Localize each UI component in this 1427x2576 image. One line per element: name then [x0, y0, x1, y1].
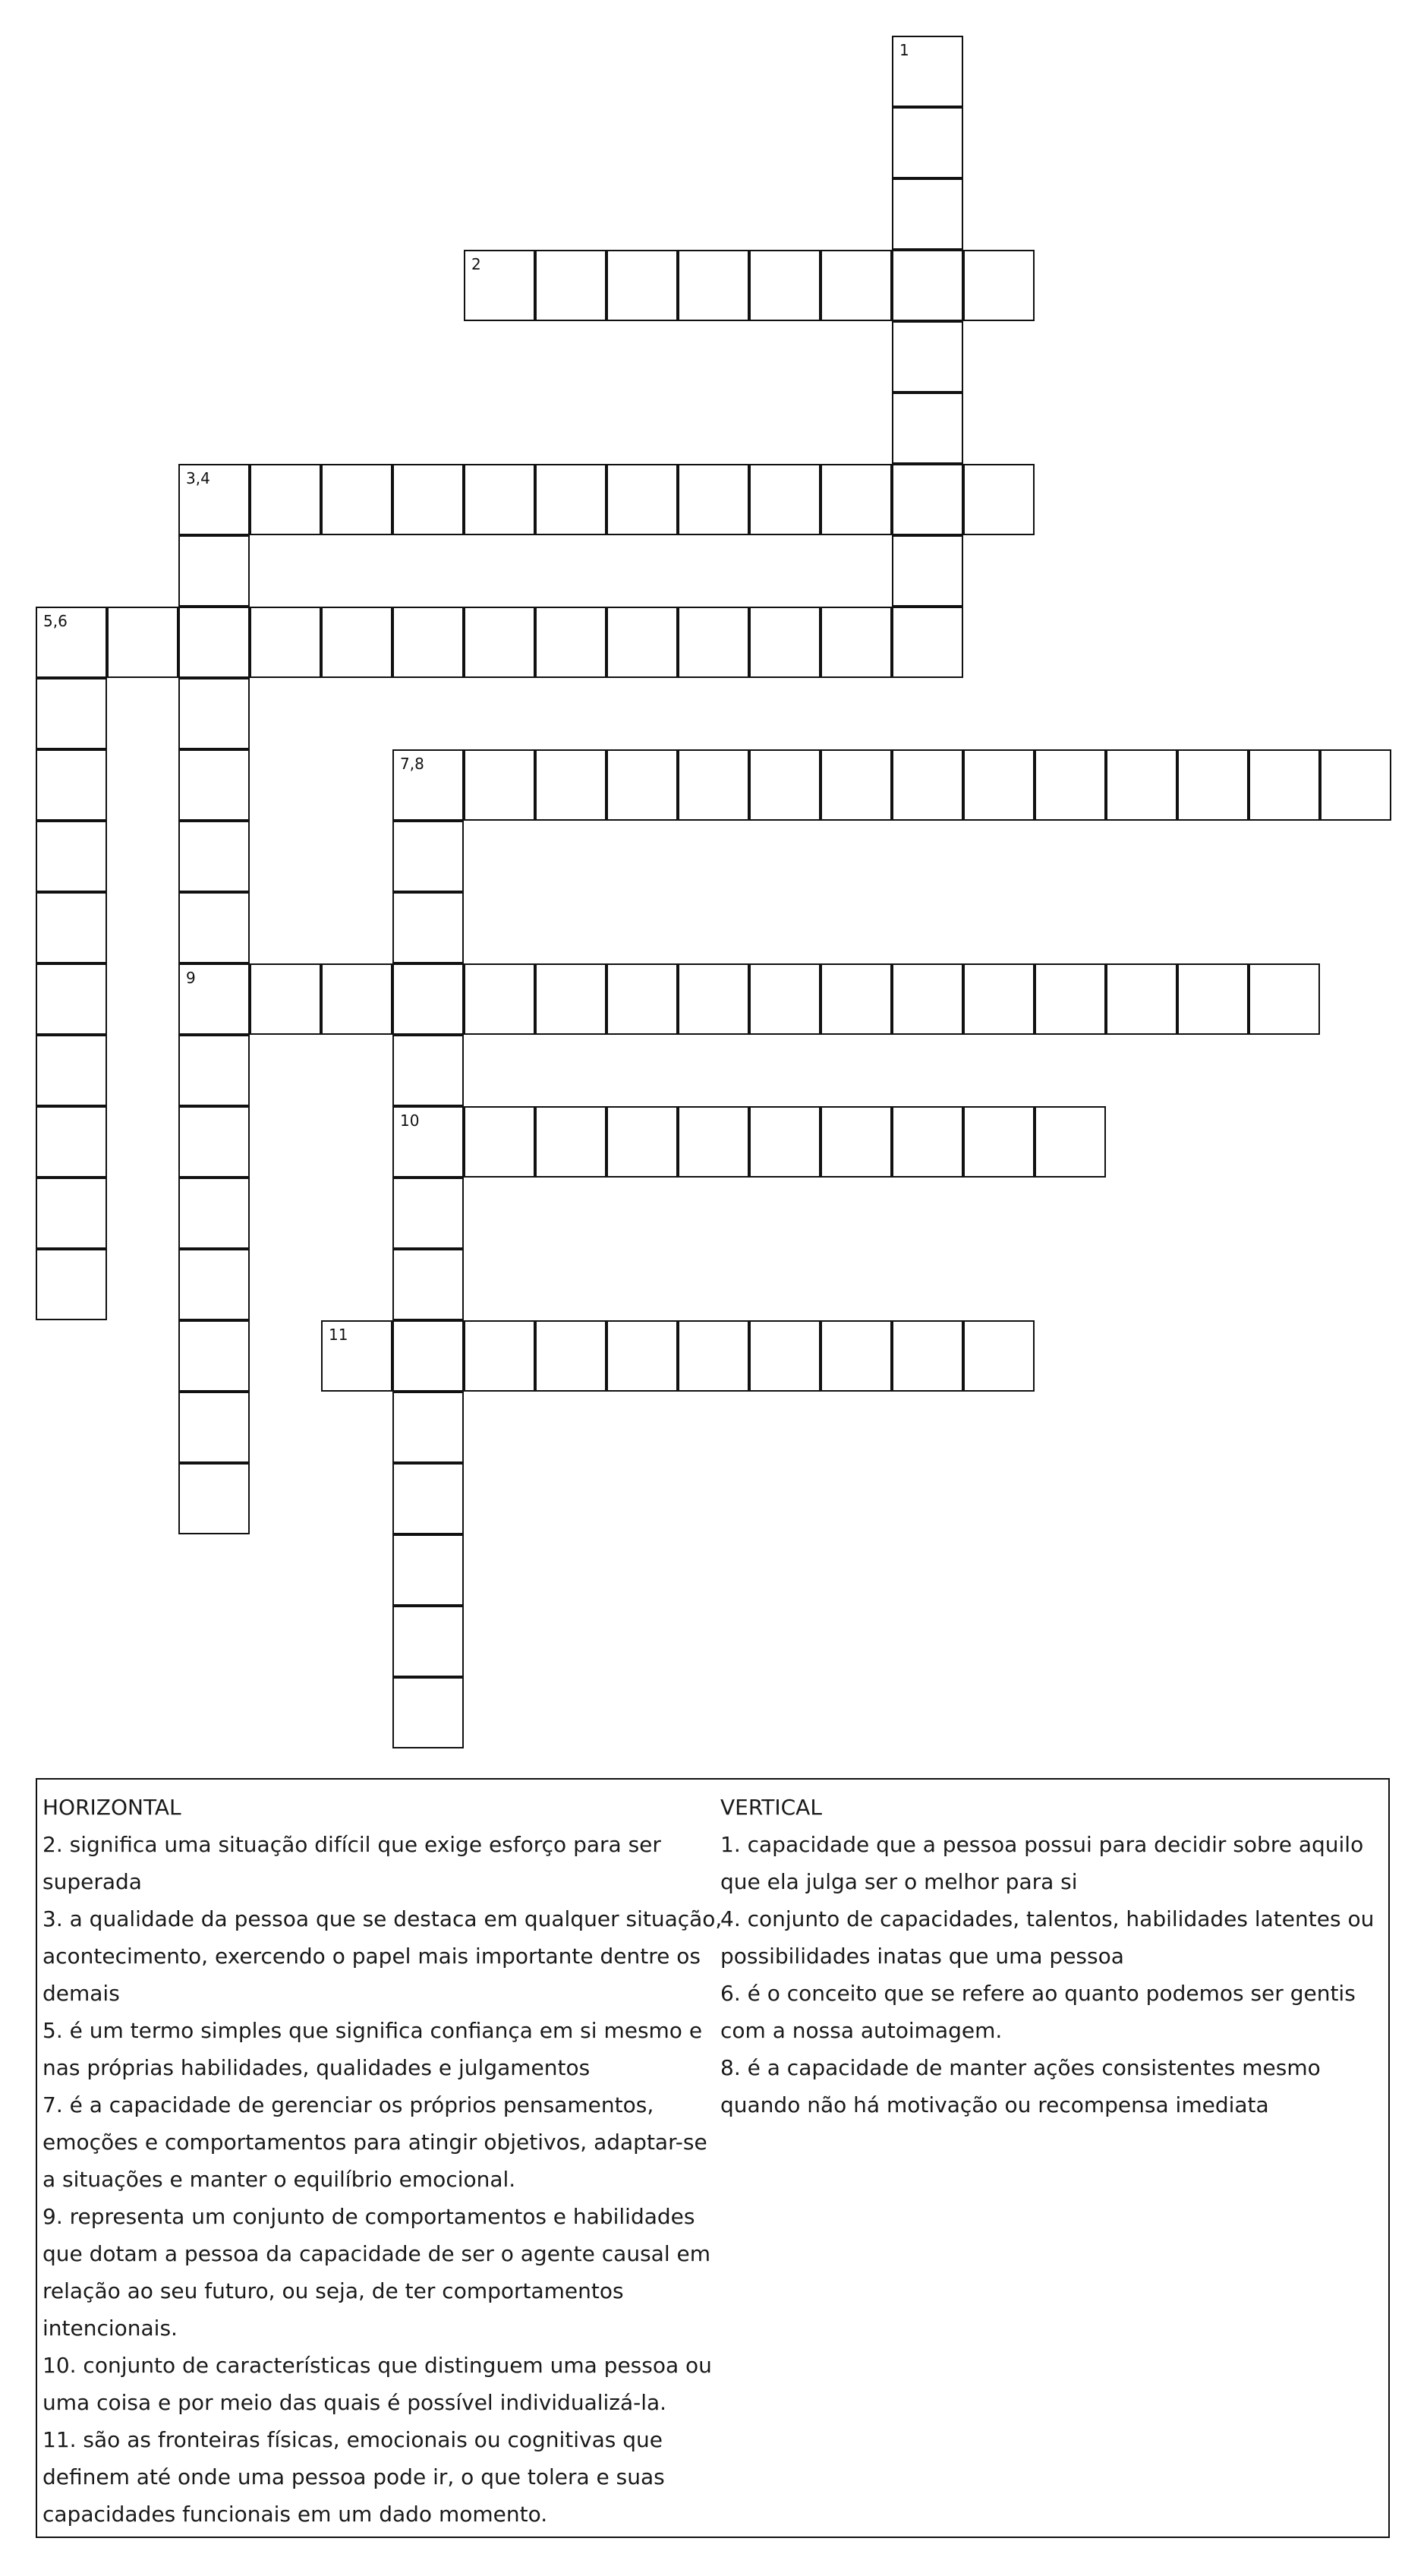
grid-cell[interactable]	[178, 535, 250, 607]
grid-cell[interactable]	[892, 321, 963, 393]
grid-cell[interactable]	[464, 464, 535, 535]
grid-cell[interactable]	[36, 1035, 107, 1106]
grid-cell[interactable]	[892, 393, 963, 464]
grid-cell[interactable]	[464, 250, 535, 321]
grid-cell[interactable]	[892, 963, 963, 1035]
horizontal-clue-11: 11. são as fronteiras físicas, emocionais ou cognitivas que definem até onde uma pessoa pode ir, o que tolera e suas capacidades funcionais em um dado momento.	[43, 2427, 665, 2527]
grid-cell[interactable]	[392, 1106, 464, 1178]
grid-cell[interactable]	[178, 1106, 250, 1178]
clue-number: 9	[186, 969, 196, 987]
grid-cell[interactable]	[321, 464, 392, 535]
vertical-clue-1: 1. capacidade que a pessoa possui para decidir sobre aquilo que ela julga ser o melhor para si	[720, 1832, 1364, 1894]
clue-number: 5,6	[43, 612, 68, 630]
grid-cell[interactable]	[821, 1106, 892, 1178]
grid-cell[interactable]	[178, 749, 250, 821]
grid-cell[interactable]	[392, 1178, 464, 1249]
grid-cell[interactable]	[963, 749, 1035, 821]
clue-number: 7,8	[400, 755, 424, 773]
grid-cell[interactable]	[892, 107, 963, 178]
grid-cell[interactable]	[678, 464, 749, 535]
vertical-clue-6: 6. é o conceito que se refere ao quanto podemos ser gentis com a nossa autoimagem.	[720, 1981, 1356, 2043]
grid-cell[interactable]	[464, 607, 535, 678]
grid-cell[interactable]	[464, 1106, 535, 1178]
grid-cell[interactable]	[749, 250, 821, 321]
grid-cell[interactable]	[606, 464, 678, 535]
grid-cell[interactable]	[178, 1463, 250, 1534]
grid-cell[interactable]	[821, 749, 892, 821]
vertical-clue-4: 4. conjunto de capacidades, talentos, habilidades latentes ou possibilidades inatas que uma pessoa	[720, 1906, 1375, 1969]
vertical-clues-column	[720, 1789, 1388, 2124]
grid-cell[interactable]	[1177, 963, 1249, 1035]
grid-cell[interactable]	[606, 607, 678, 678]
grid-cell[interactable]	[606, 749, 678, 821]
grid-cell[interactable]	[535, 607, 606, 678]
grid-cell[interactable]	[678, 1320, 749, 1392]
grid-cell[interactable]	[963, 464, 1035, 535]
grid-cell[interactable]	[678, 963, 749, 1035]
grid-cell[interactable]	[178, 678, 250, 749]
grid-cell[interactable]	[178, 963, 250, 1035]
grid-cell[interactable]	[892, 1106, 963, 1178]
grid-cell[interactable]	[963, 250, 1035, 321]
grid-cell[interactable]	[749, 607, 821, 678]
grid-cell[interactable]	[36, 1106, 107, 1178]
grid-cell[interactable]	[963, 1320, 1035, 1392]
grid-cell[interactable]	[1320, 749, 1391, 821]
grid-cell[interactable]	[36, 892, 107, 963]
clues-box	[36, 1778, 1390, 2538]
grid-cell[interactable]	[392, 892, 464, 963]
grid-cell[interactable]	[1035, 963, 1106, 1035]
grid-cell[interactable]	[36, 821, 107, 892]
grid-cell[interactable]	[749, 1106, 821, 1178]
grid-cell[interactable]	[821, 250, 892, 321]
grid-cell[interactable]	[178, 1178, 250, 1249]
grid-cell[interactable]	[606, 250, 678, 321]
grid-cell[interactable]	[606, 1320, 678, 1392]
grid-cell[interactable]	[392, 1035, 464, 1106]
grid-cell[interactable]	[178, 1392, 250, 1463]
vertical-heading: VERTICAL	[720, 1795, 822, 1820]
grid-cell[interactable]	[36, 1249, 107, 1320]
grid-cell[interactable]	[321, 963, 392, 1035]
grid-cell[interactable]	[178, 1035, 250, 1106]
grid-cell[interactable]	[392, 464, 464, 535]
grid-cell[interactable]	[36, 607, 107, 678]
grid-cell[interactable]	[392, 749, 464, 821]
grid-cell[interactable]	[892, 250, 963, 321]
grid-cell[interactable]	[178, 464, 250, 535]
grid-cell[interactable]	[392, 607, 464, 678]
grid-cell[interactable]	[464, 963, 535, 1035]
grid-cell[interactable]	[107, 607, 178, 678]
grid-cell[interactable]	[821, 963, 892, 1035]
grid-cell[interactable]	[1106, 749, 1177, 821]
grid-cell[interactable]	[392, 963, 464, 1035]
grid-cell[interactable]	[678, 1106, 749, 1178]
horizontal-clue-10: 10. conjunto de características que distinguem uma pessoa ou uma coisa e por meio das quais é possível individualizá-la.	[43, 2353, 712, 2415]
grid-cell[interactable]	[392, 1463, 464, 1534]
grid-cell[interactable]	[821, 464, 892, 535]
horizontal-clue-5: 5. é um termo simples que significa confiança em si mesmo e nas próprias habilidades, qualidades e julgamentos	[43, 2018, 703, 2080]
grid-cell[interactable]	[36, 678, 107, 749]
grid-cell[interactable]	[178, 607, 250, 678]
grid-cell[interactable]	[606, 963, 678, 1035]
grid-cell[interactable]	[892, 1320, 963, 1392]
grid-cell[interactable]	[963, 1106, 1035, 1178]
grid-cell[interactable]	[678, 607, 749, 678]
grid-cell[interactable]	[749, 749, 821, 821]
clue-number: 10	[400, 1111, 420, 1130]
grid-cell[interactable]	[606, 1106, 678, 1178]
grid-cell[interactable]	[464, 749, 535, 821]
grid-cell[interactable]	[178, 1249, 250, 1320]
horizontal-clue-9: 9. representa um conjunto de comportamentos e habilidades que dotam a pessoa da capacidade de ser o agente causal em relação ao seu futuro, ou seja, de ter comportamentos intencionais.	[43, 2204, 711, 2341]
grid-cell[interactable]	[963, 963, 1035, 1035]
grid-cell[interactable]	[535, 1320, 606, 1392]
grid-cell[interactable]	[1035, 1106, 1106, 1178]
grid-cell[interactable]	[392, 1677, 464, 1748]
grid-cell[interactable]	[535, 963, 606, 1035]
clue-number: 1	[899, 41, 909, 59]
grid-cell[interactable]	[250, 607, 321, 678]
clue-number: 11	[329, 1326, 348, 1344]
grid-cell[interactable]	[178, 821, 250, 892]
grid-cell[interactable]	[36, 1178, 107, 1249]
grid-cell[interactable]	[892, 535, 963, 607]
grid-cell[interactable]	[178, 892, 250, 963]
grid-cell[interactable]	[392, 1249, 464, 1320]
grid-cell[interactable]	[178, 1320, 250, 1392]
grid-cell[interactable]	[1177, 749, 1249, 821]
grid-cell[interactable]	[392, 1534, 464, 1606]
horizontal-clues-column	[43, 1789, 726, 2533]
grid-cell[interactable]	[464, 1320, 535, 1392]
grid-cell[interactable]	[321, 1320, 392, 1392]
clue-number: 2	[471, 255, 481, 273]
horizontal-clue-3: 3. a qualidade da pessoa que se destaca em qualquer situação, acontecimento, exercendo o papel mais importante dentre os demais	[43, 1906, 723, 2006]
grid-cell[interactable]	[535, 1106, 606, 1178]
grid-cell[interactable]	[678, 250, 749, 321]
grid-cell[interactable]	[392, 821, 464, 892]
grid-cell[interactable]	[749, 1320, 821, 1392]
grid-cell[interactable]	[36, 749, 107, 821]
grid-cell[interactable]	[392, 1392, 464, 1463]
grid-cell[interactable]	[749, 464, 821, 535]
grid-cell[interactable]	[535, 250, 606, 321]
grid-cell[interactable]	[535, 749, 606, 821]
grid-cell[interactable]	[1249, 749, 1320, 821]
horizontal-heading: HORIZONTAL	[43, 1795, 181, 1820]
grid-cell[interactable]	[892, 178, 963, 250]
grid-cell[interactable]	[678, 749, 749, 821]
vertical-clue-8: 8. é a capacidade de manter ações consistentes mesmo quando não há motivação ou recompensa imediata	[720, 2055, 1321, 2117]
grid-cell[interactable]	[1035, 749, 1106, 821]
grid-cell[interactable]	[392, 1320, 464, 1392]
grid-cell[interactable]	[821, 607, 892, 678]
grid-cell[interactable]	[821, 1320, 892, 1392]
grid-cell[interactable]	[392, 1606, 464, 1677]
horizontal-clue-7: 7. é a capacidade de gerenciar os próprios pensamentos, emoções e comportamentos para atingir objetivos, adaptar-se a situações e manter o equilíbrio emocional.	[43, 2092, 707, 2192]
grid-cell[interactable]	[892, 464, 963, 535]
horizontal-clue-2: 2. significa uma situação difícil que exige esforço para ser superada	[43, 1832, 661, 1894]
grid-cell[interactable]	[535, 464, 606, 535]
grid-cell[interactable]	[36, 963, 107, 1035]
grid-cell[interactable]	[1106, 963, 1177, 1035]
clue-number: 3,4	[186, 469, 210, 487]
grid-cell[interactable]	[321, 607, 392, 678]
grid-cell[interactable]	[250, 963, 321, 1035]
grid-cell[interactable]	[892, 36, 963, 107]
grid-cell[interactable]	[1249, 963, 1320, 1035]
grid-cell[interactable]	[892, 607, 963, 678]
grid-cell[interactable]	[749, 963, 821, 1035]
grid-cell[interactable]	[892, 749, 963, 821]
grid-cell[interactable]	[250, 464, 321, 535]
